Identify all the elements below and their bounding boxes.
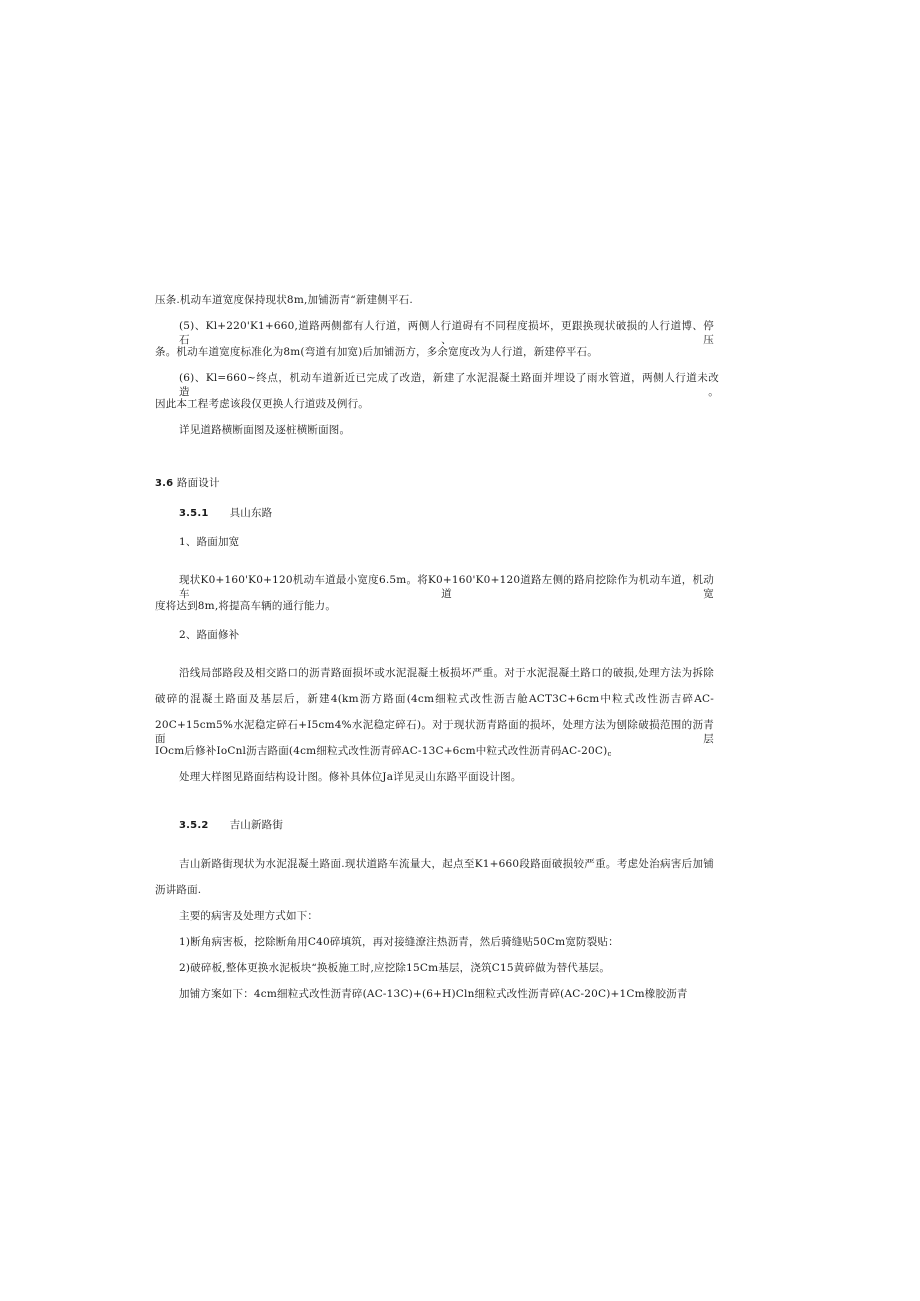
section-3-6-heading (155, 476, 220, 491)
section-3-5-1-heading (179, 506, 272, 521)
item-2-line-2: 破碎的混凝土路面及基层后，新建4(km沥方路面(4cm细粒式改性沥吉舱ACT3C+6cm中粒式改性沥吉碎AC- (155, 693, 714, 705)
paragraph-see-figures: 详见道路横断面图及逐桩横断面图。 (179, 424, 351, 436)
section-3-5-2-title: 吉山新路街 (229, 819, 284, 831)
item-2-line-4-text: IOcm后修补IoCnl沥吉路面(4cm细粒式改性沥青碎AC-13C+6cm中粒式改性沥青码AC-20C) (155, 745, 608, 757)
paragraph-6-line-2: 因此本工程考虑该段仅更换人行道豉及例行。 (155, 398, 369, 410)
section-3-5-2-intro-line-2: 沥讲路面. (155, 884, 202, 896)
diseases-heading: 主要的病害及处理方式如下： (179, 910, 319, 922)
section-3-6-number: 3.6 (155, 478, 174, 489)
item-2-line-1: 沿线局部路段及相交路口的沥青路面损坏或水泥混凝土板损坏严重。对于水泥混凝土路口的破损,处理方法为拆除 (179, 667, 714, 679)
section-3-5-2-number: 3.5.2 (179, 820, 209, 831)
paragraph-5-line-2: 条。机动车道宽度标准化为8m(弯道有加宽)后加铺沥方，多余宽度改为人行道，新建停平石。 (155, 346, 598, 358)
section-3-5-2-heading (179, 818, 283, 833)
section-3-5-2-intro-line-1: 吉山新路街现状为水泥混凝土路面.现状道路车流量大，起点至K1+660段路面破损较严重。考虑处治病害后加铺 (179, 858, 714, 870)
section-3-5-1-title: 具山东路 (229, 507, 273, 519)
paragraph-5-line-1: (5)、Kl+220'K1+660,道路两侧都有人行道，两侧人行道碍有不同程度损坏，更跟换现状破损的人行道博、停石、压 (179, 320, 714, 346)
item-2-line-4 (155, 744, 612, 761)
item-2-line-4-subscript: c (607, 750, 612, 758)
item-2-heading: 2、路面修补 (179, 629, 240, 641)
item-2-line-3: 20C+15cm5%水泥稳定碎石+I5cm4%水泥稳定碎石)。对于现状沥青路面的损坏，处理方法为刨除破损范围的沥青面层 (155, 719, 714, 745)
paragraph-6-line-1: (6)、Kl=660~终点，机动车道新近已完成了改造，新建了水泥混凝土路面并埋设了雨水管道，两侧人行道未改造。 (179, 372, 719, 398)
disease-2: 2)破碎板,整体更换水泥板块“换板施工时,应挖除15Cm基层，浇筑C15黄碎做为替代基层。 (179, 962, 611, 974)
section-3-5-1-number: 3.5.1 (179, 508, 209, 519)
item-1-line-1: 现状K0+160'K0+120机动车道最小宽度6.5m。将K0+160'K0+120道路左侧的路肩挖除作为机动车道，机动车道宽 (179, 574, 714, 600)
item-1-heading: 1、路面加宽 (179, 536, 240, 548)
section-3-6-title: 路面设计 (176, 477, 220, 489)
disease-1: 1)断角病害板，挖除断角用C40碎填筑，再对接缝潦注热沥青，然后骑缝贴50Cm宽防裂贴： (179, 936, 619, 948)
item-1-line-2: 度将达到8m,将提高车辆的通行能力。 (155, 600, 337, 612)
paragraph-intro: 压条.机动车道宽度保持现状8m,加铺沥青“新建侧平石. (155, 294, 413, 306)
overlay-scheme: 加铺方案如下：4cm细粒式改性沥青碎(AC-13C)+(6+H)Cln细粒式改性沥青碎(AC-20C)+1Cm橡胶沥青 (179, 988, 688, 1000)
item-2-line-5: 处理大样图见路面结构设计图。修补具体位Ja详见灵山东路平面设计图。 (179, 771, 522, 783)
